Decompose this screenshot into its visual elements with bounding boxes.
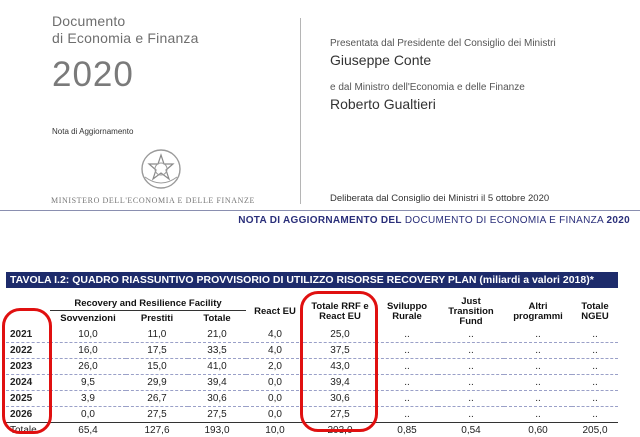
react-eu-cell: 0,0 xyxy=(246,391,304,407)
year-column-highlight xyxy=(2,308,52,434)
prestiti-cell: 27,5 xyxy=(126,407,188,423)
just-transition-total-cell: 0,54 xyxy=(438,423,504,437)
total-rrf-react-cell: 27,5 xyxy=(304,407,376,423)
total-rrf-react-total-cell: 203,0 xyxy=(304,423,376,437)
just-transition-cell: .. xyxy=(438,375,504,391)
altri-programmi-cell: .. xyxy=(504,359,572,375)
rrf-totale-cell: 41,0 xyxy=(188,359,246,375)
banner-rest-text: DOCUMENTO DI ECONOMIA E FINANZA xyxy=(402,215,607,226)
italian-emblem-icon xyxy=(139,147,183,191)
totale-ngeu-total-cell: 205,0 xyxy=(572,423,618,437)
prestiti-total-cell: 127,6 xyxy=(126,423,188,437)
total-rrf-column-highlight xyxy=(300,291,378,432)
just-transition-cell: .. xyxy=(438,391,504,407)
sovvenzioni-cell: 3,9 xyxy=(50,391,126,407)
totale-ngeu-cell: .. xyxy=(572,359,618,375)
sviluppo-rurale-cell: .. xyxy=(376,343,438,359)
row-year: 2024 xyxy=(6,375,50,391)
banner-text xyxy=(238,215,630,226)
altri-programmi-total-cell: 0,60 xyxy=(504,423,572,437)
rrf-totale-header: Totale xyxy=(188,311,246,327)
ministry-name: MINISTERO DELL'ECONOMIA E DELLE FINANZE xyxy=(51,196,255,205)
sovvenzioni-cell: 10,0 xyxy=(50,327,126,343)
altri-programmi-cell: .. xyxy=(504,327,572,343)
altri-programmi-header: Altri programmi xyxy=(504,297,572,327)
react-eu-header: React EU xyxy=(246,297,304,327)
just-transition-cell: .. xyxy=(438,343,504,359)
react-eu-cell: 0,0 xyxy=(246,407,304,423)
sviluppo-rurale-header: Sviluppo Rurale xyxy=(376,297,438,327)
totale-ngeu-cell: .. xyxy=(572,407,618,423)
rrf-totale-cell: 21,0 xyxy=(188,327,246,343)
document-subtitle: Nota di Aggiornamento xyxy=(52,127,133,136)
prestiti-cell: 17,5 xyxy=(126,343,188,359)
prestiti-cell: 11,0 xyxy=(126,327,188,343)
president-name: Giuseppe Conte xyxy=(330,52,431,68)
total-rrf-react-cell: 25,0 xyxy=(304,327,376,343)
totale-ngeu-cell: .. xyxy=(572,391,618,407)
react-eu-cell: 2,0 xyxy=(246,359,304,375)
sviluppo-rurale-cell: .. xyxy=(376,327,438,343)
total-rrf-react-header: Totale RRF e React EU xyxy=(304,297,376,327)
sovvenzioni-total-cell: 65,4 xyxy=(50,423,126,437)
prestiti-cell: 29,9 xyxy=(126,375,188,391)
vertical-divider xyxy=(300,18,301,204)
row-year: 2022 xyxy=(6,343,50,359)
banner-bold-text: NOTA DI AGGIORNAMENTO DEL xyxy=(238,215,402,226)
sviluppo-rurale-total-cell: 0,85 xyxy=(376,423,438,437)
document-banner xyxy=(0,210,640,229)
just-transition-cell: .. xyxy=(438,359,504,375)
totale-ngeu-cell: .. xyxy=(572,375,618,391)
table-title: TAVOLA I.2: QUADRO RIASSUNTIVO PROVVISORIO DI UTILIZZO RISORSE RECOVERY PLAN (miliardi a valori 2018)* xyxy=(6,272,618,288)
sovvenzioni-cell: 16,0 xyxy=(50,343,126,359)
minister-name: Roberto Gualtieri xyxy=(330,96,436,112)
rrf-totale-cell: 27,5 xyxy=(188,407,246,423)
deliberation-date: Deliberata dal Consiglio dei Ministri il 5 ottobre 2020 xyxy=(330,193,549,204)
sviluppo-rurale-cell: .. xyxy=(376,391,438,407)
presented-by-label: Presentata dal Presidente del Consiglio dei Ministri xyxy=(330,38,556,49)
total-rrf-react-cell: 30,6 xyxy=(304,391,376,407)
just-transition-cell: .. xyxy=(438,327,504,343)
rrf-totale-cell: 33,5 xyxy=(188,343,246,359)
altri-programmi-cell: .. xyxy=(504,391,572,407)
react-eu-cell: 4,0 xyxy=(246,327,304,343)
sviluppo-rurale-cell: .. xyxy=(376,407,438,423)
just-transition-header: Just Transition Fund xyxy=(438,297,504,327)
totale-ngeu-header: Totale NGEU xyxy=(572,297,618,327)
rrf-totale-cell: 39,4 xyxy=(188,375,246,391)
altri-programmi-cell: .. xyxy=(504,343,572,359)
prestiti-cell: 26,7 xyxy=(126,391,188,407)
just-transition-cell: .. xyxy=(438,407,504,423)
banner-year: 2020 xyxy=(607,215,630,226)
sovvenzioni-cell: 26,0 xyxy=(50,359,126,375)
rrf-totale-total-cell: 193,0 xyxy=(188,423,246,437)
rrf-totale-cell: 30,6 xyxy=(188,391,246,407)
sviluppo-rurale-cell: .. xyxy=(376,359,438,375)
total-rrf-react-cell: 43,0 xyxy=(304,359,376,375)
document-year: 2020 xyxy=(52,55,134,95)
sovvenzioni-header: Sovvenzioni xyxy=(50,311,126,327)
altri-programmi-cell: .. xyxy=(504,375,572,391)
row-year: 2025 xyxy=(6,391,50,407)
react-eu-cell: 0,0 xyxy=(246,375,304,391)
document-title-line2: di Economia e Finanza xyxy=(52,30,199,47)
document-title xyxy=(52,13,199,47)
totale-ngeu-cell: .. xyxy=(572,327,618,343)
altri-programmi-cell: .. xyxy=(504,407,572,423)
minister-label: e dal Ministro dell'Economia e delle Finanze xyxy=(330,82,525,93)
row-year: 2023 xyxy=(6,359,50,375)
document-title-line1: Documento xyxy=(52,13,199,30)
total-rrf-react-cell: 39,4 xyxy=(304,375,376,391)
total-rrf-react-cell: 37,5 xyxy=(304,343,376,359)
sovvenzioni-cell: 0,0 xyxy=(50,407,126,423)
row-year: 2026 xyxy=(6,407,50,423)
sviluppo-rurale-cell: .. xyxy=(376,375,438,391)
prestiti-cell: 15,0 xyxy=(126,359,188,375)
sovvenzioni-cell: 9,5 xyxy=(50,375,126,391)
prestiti-header: Prestiti xyxy=(126,311,188,327)
react-eu-total-cell: 10,0 xyxy=(246,423,304,437)
row-year: 2021 xyxy=(6,327,50,343)
rrf-group-header: Recovery and Resilience Facility xyxy=(50,297,246,311)
totale-ngeu-cell: .. xyxy=(572,343,618,359)
total-label: Totale xyxy=(6,423,50,437)
react-eu-cell: 4,0 xyxy=(246,343,304,359)
